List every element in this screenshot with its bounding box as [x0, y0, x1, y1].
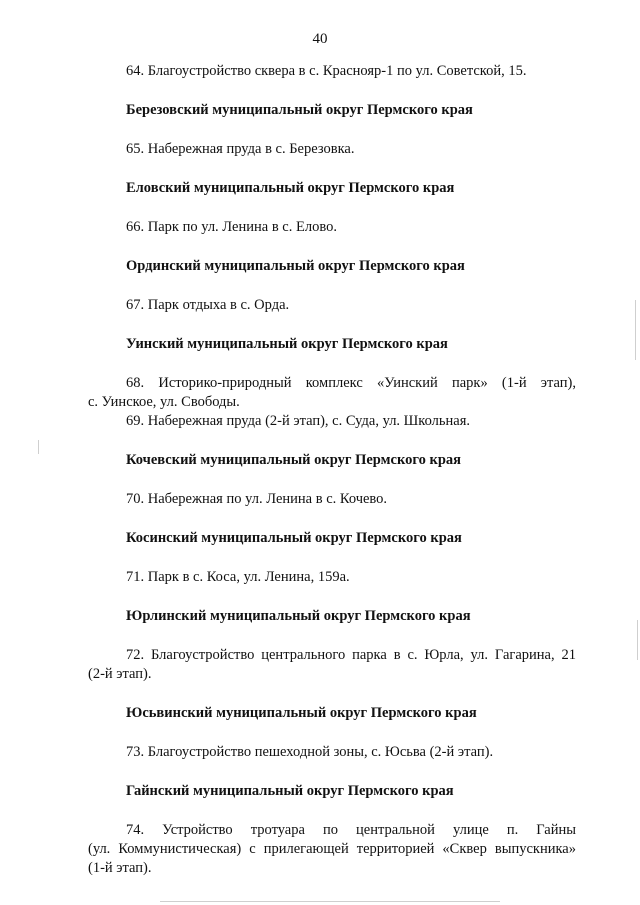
list-item-69: 69. Набережная пруда (2-й этап), с. Суда, ул. Школьная. [126, 413, 471, 429]
list-item-68-line-1: 68. Историко-природный комплекс «Уинский парк» (1-й этап), [126, 375, 576, 391]
list-item-71: 71. Парк в с. Коса, ул. Ленина, 159а. [126, 569, 350, 585]
district-heading-berezovsky: Березовский муниципальный округ Пермского края [126, 102, 473, 118]
page-number: 40 [312, 31, 328, 47]
list-item-74 [88, 821, 576, 878]
scan-edge-mark-right-lower [637, 620, 638, 660]
district-heading-yusvinsky: Юсьвинский муниципальный округ Пермского края [126, 705, 477, 721]
scan-edge-mark-left [38, 440, 39, 454]
list-item-74-line-3: (1-й этап). [88, 860, 152, 876]
list-item-72-line-2: (2-й этап). [88, 666, 152, 682]
district-heading-gainsky: Гайнский муниципальный округ Пермского края [126, 783, 454, 799]
district-heading-elovsky: Еловский муниципальный округ Пермского края [126, 180, 455, 196]
scan-edge-mark-right [635, 300, 636, 360]
list-item-72 [88, 646, 576, 684]
list-item-74-line-2: (ул. Коммунистическая) с прилегающей территорией «Сквер выпускника» [88, 841, 576, 857]
list-item-65: 65. Набережная пруда в с. Березовка. [126, 141, 355, 157]
document-body [88, 62, 576, 878]
scan-edge-mark-bottom [160, 901, 500, 902]
district-heading-kosinsky: Косинский муниципальный округ Пермского края [126, 530, 462, 546]
list-item-74-line-1: 74. Устройство тротуара по центральной улице п. Гайны [126, 822, 576, 838]
district-heading-kochevsky: Кочевский муниципальный округ Пермского края [126, 452, 461, 468]
district-heading-yurlinsky: Юрлинский муниципальный округ Пермского края [126, 608, 471, 624]
list-item-64: 64. Благоустройство сквера в с. Краснояр-1 по ул. Советской, 15. [126, 63, 527, 79]
list-item-67: 67. Парк отдыха в с. Орда. [126, 297, 290, 313]
list-item-68-line-2: с. Уинское, ул. Свободы. [88, 394, 240, 410]
list-item-70: 70. Набережная по ул. Ленина в с. Кочево. [126, 491, 388, 507]
list-item-72-line-1: 72. Благоустройство центрального парка в с. Юрла, ул. Гагарина, 21 [126, 647, 576, 663]
list-item-73: 73. Благоустройство пешеходной зоны, с. Юсьва (2-й этап). [126, 744, 494, 760]
district-heading-ordinsky: Ординский муниципальный округ Пермского края [126, 258, 465, 274]
district-heading-uinsky: Уинский муниципальный округ Пермского края [126, 336, 448, 352]
list-item-66: 66. Парк по ул. Ленина в с. Елово. [126, 219, 337, 235]
list-item-68 [88, 374, 576, 412]
